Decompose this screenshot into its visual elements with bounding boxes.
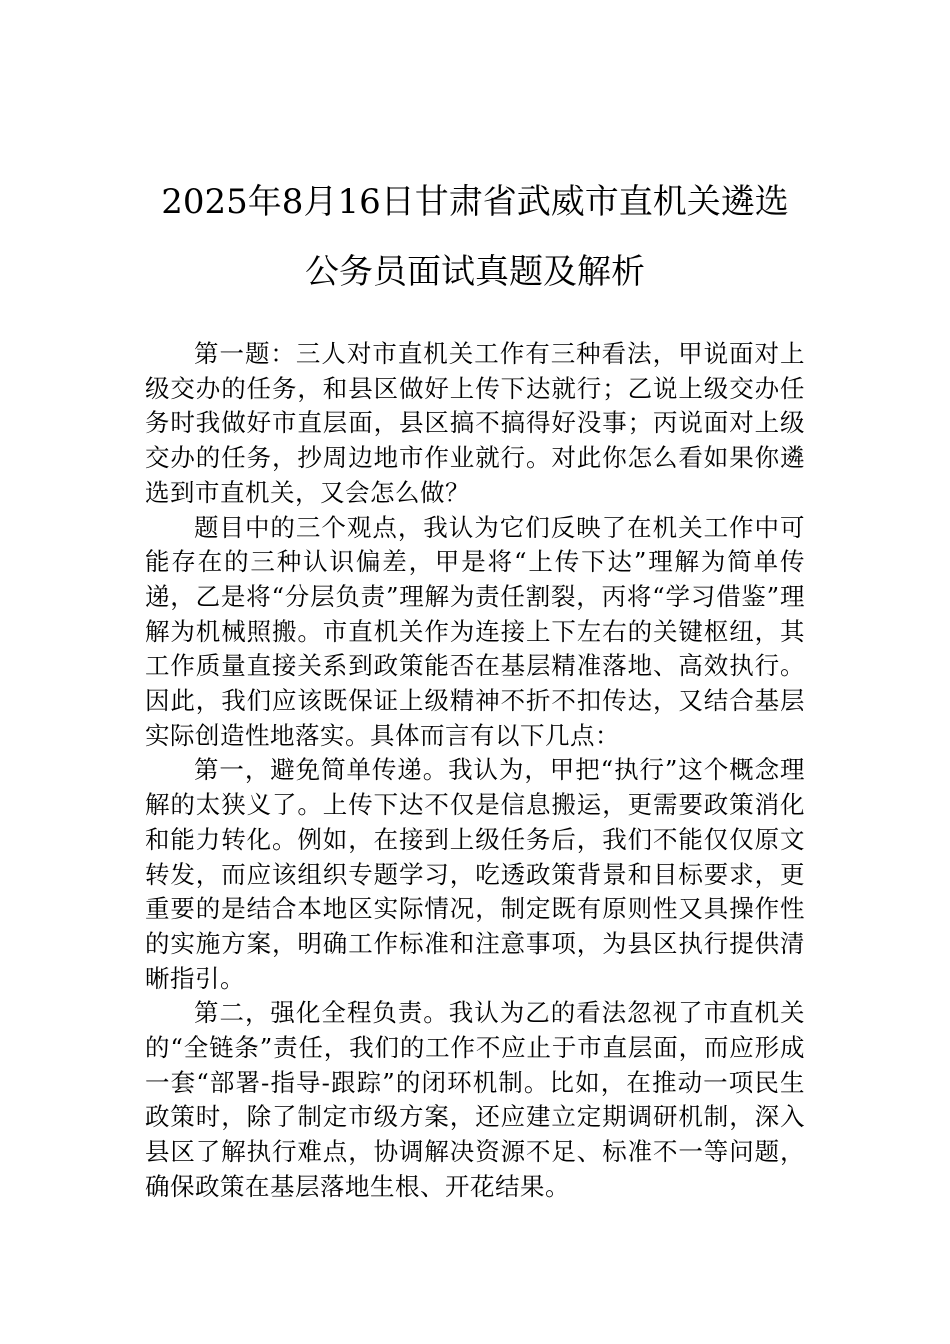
document-title-line-1: 2025年8月16日甘肃省武威市直机关遴选 (161, 182, 789, 222)
document-body (145, 337, 805, 1205)
point-two-paragraph: 第二，强化全程负责。我认为乙的看法忽视了市直机关的“全链条”责任，我们的工作不应止于市直层面，而应形成一套“部署-指导-跟踪”的闭环机制。比如，在推动一项民生政策时，除了制定市级方案，还应建立定期调研机制，深入县区了解执行难点，协调解决资源不足、标准不一等问题，确保政策在基层落地生根、开花结果。 (145, 998, 805, 1201)
analysis-intro-paragraph: 题目中的三个观点，我认为它们反映了在机关工作中可能存在的三种认识偏差，甲是将“上传下达”理解为简单传递，乙是将“分层负责”理解为责任割裂，丙将“学习借鉴”理解为机械照搬。市直机关作为连接上下左右的关键枢纽，其工作质量直接关系到政策能否在基层精准落地、高效执行。因此，我们应该既保证上级精神不折不扣传达，又结合基层实际创造性地落实。具体而言有以下几点： (145, 512, 805, 750)
point-one-paragraph: 第一，避免简单传递。我认为，甲把“执行”这个概念理解的太狭义了。上传下达不仅是信息搬运，更需要政策消化和能力转化。例如，在接到上级任务后，我们不能仅仅原文转发，而应该组织专题学习，吃透政策背景和目标要求，更重要的是结合本地区实际情况，制定既有原则性又具操作性的实施方案，明确工作标准和注意事项，为县区执行提供清晰指引。 (145, 755, 805, 993)
document-title-line-2: 公务员面试真题及解析 (305, 252, 645, 292)
question-paragraph: 第一题：三人对市直机关工作有三种看法，甲说面对上级交办的任务，和县区做好上传下达就行；乙说上级交办任务时我做好市直层面，县区搞不搞得好没事；丙说面对上级交办的任务，抄周边地市作业就行。对此你怎么看如果你遴选到市直机关，又会怎么做？ (145, 339, 805, 507)
